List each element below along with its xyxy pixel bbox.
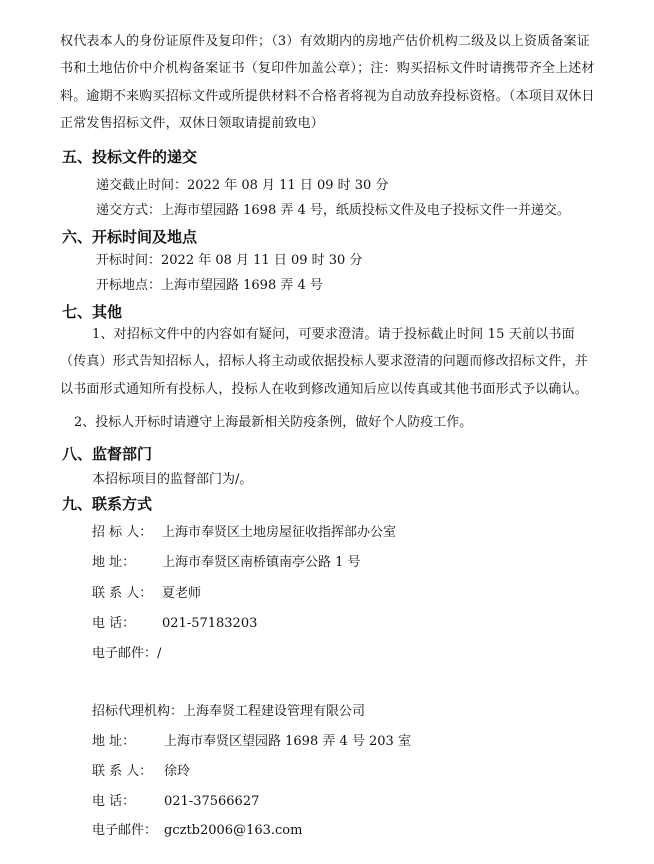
opening-place: 开标地点：上海市望园路 1698 弄 4 号	[96, 278, 323, 293]
agency-email-row	[92, 822, 302, 840]
tenderer-contact-label: 联 系 人：	[92, 586, 153, 601]
agency-address-label: 地 址：	[92, 734, 136, 749]
agency-name: 上海奉贤工程建设管理有限公司	[183, 704, 366, 719]
tenderer-phone-label: 电 话：	[92, 616, 136, 631]
agency-email-label: 电子邮件：	[92, 823, 158, 838]
agency-address: 上海市奉贤区望园路 1698 弄 4 号 203 室	[164, 734, 411, 749]
section8-heading: 八、监督部门	[62, 445, 153, 463]
agency-phone: 021-37566627	[164, 794, 260, 809]
section5-heading: 五、投标文件的递交	[62, 148, 198, 166]
section7-heading: 七、其他	[62, 303, 123, 321]
section9-heading: 九、联系方式	[62, 495, 153, 513]
tenderer-email-row	[92, 645, 161, 663]
agency-contact-row	[92, 763, 190, 781]
tenderer-name-label: 招 标 人：	[92, 525, 153, 540]
agency-phone-row	[92, 793, 259, 811]
tenderer-contact-row	[92, 585, 201, 603]
tenderer-contact: 夏老师	[162, 586, 202, 601]
other-item-1: 1、对招标文件中的内容如有疑问，可要求澄清。请于投标截止时间 15 天前以书面（传真）形式告知招标人，招标人将主动或依据投标人要求澄清的问题而修改招标文件，并以书面形式通知所有投标人，投标人在收到修改通知后应以传真或其他书面形式予以确认。	[60, 327, 589, 397]
agency-name-row	[92, 703, 365, 721]
agency-address-row	[92, 733, 411, 751]
tenderer-phone-row	[92, 615, 257, 633]
opening-time: 开标时间：2022 年 08 月 11 日 09 时 30 分	[96, 253, 363, 268]
tenderer-address-label: 地 址：	[92, 555, 136, 570]
tenderer-address: 上海市奉贤区南桥镇南亭公路 1 号	[162, 555, 361, 570]
agency-phone-label: 电 话：	[92, 794, 136, 809]
tenderer-phone: 021-57183203	[162, 616, 258, 631]
submission-method: 递交方式：上海市望园路 1698 弄 4 号，纸质投标文件及电子投标文件一并递交。	[96, 203, 570, 218]
intro-paragraph: 权代表本人的身份证原件及复印件；（3）有效期内的房地产估价机构二级及以上资质备案证书和土地估价中介机构备案证书（复印件加盖公章）；注：购买招标文件时请携带齐全上述材料。逾期不来购买招标文件或所提供材料不合格者将视为自动放弃投标资格。（本项目双休日正常发售招标文件，双休日领取请提前致电）	[60, 34, 595, 131]
agency-contact-label: 联 系 人：	[92, 764, 153, 779]
tenderer-name-row	[92, 524, 396, 542]
tenderer-address-row	[92, 554, 361, 572]
supervision-text: 本招标项目的监督部门为/。	[92, 472, 253, 487]
other-item-2: 2、投标人开标时请遵守上海最新相关防疫条例，做好个人防疫工作。	[74, 415, 473, 430]
submission-deadline: 递交截止时间：2022 年 08 月 11 日 09 时 30 分	[96, 178, 389, 193]
tenderer-name: 上海市奉贤区土地房屋征收指挥部办公室	[162, 525, 397, 540]
agency-name-label: 招标代理机构：	[92, 704, 184, 719]
tenderer-email-label: 电子邮件：	[92, 646, 158, 661]
agency-email: gcztb2006@163.com	[164, 823, 303, 838]
agency-contact: 徐玲	[164, 764, 191, 779]
section6-heading: 六、开标时间及地点	[62, 228, 198, 246]
tenderer-email: /	[157, 646, 162, 661]
